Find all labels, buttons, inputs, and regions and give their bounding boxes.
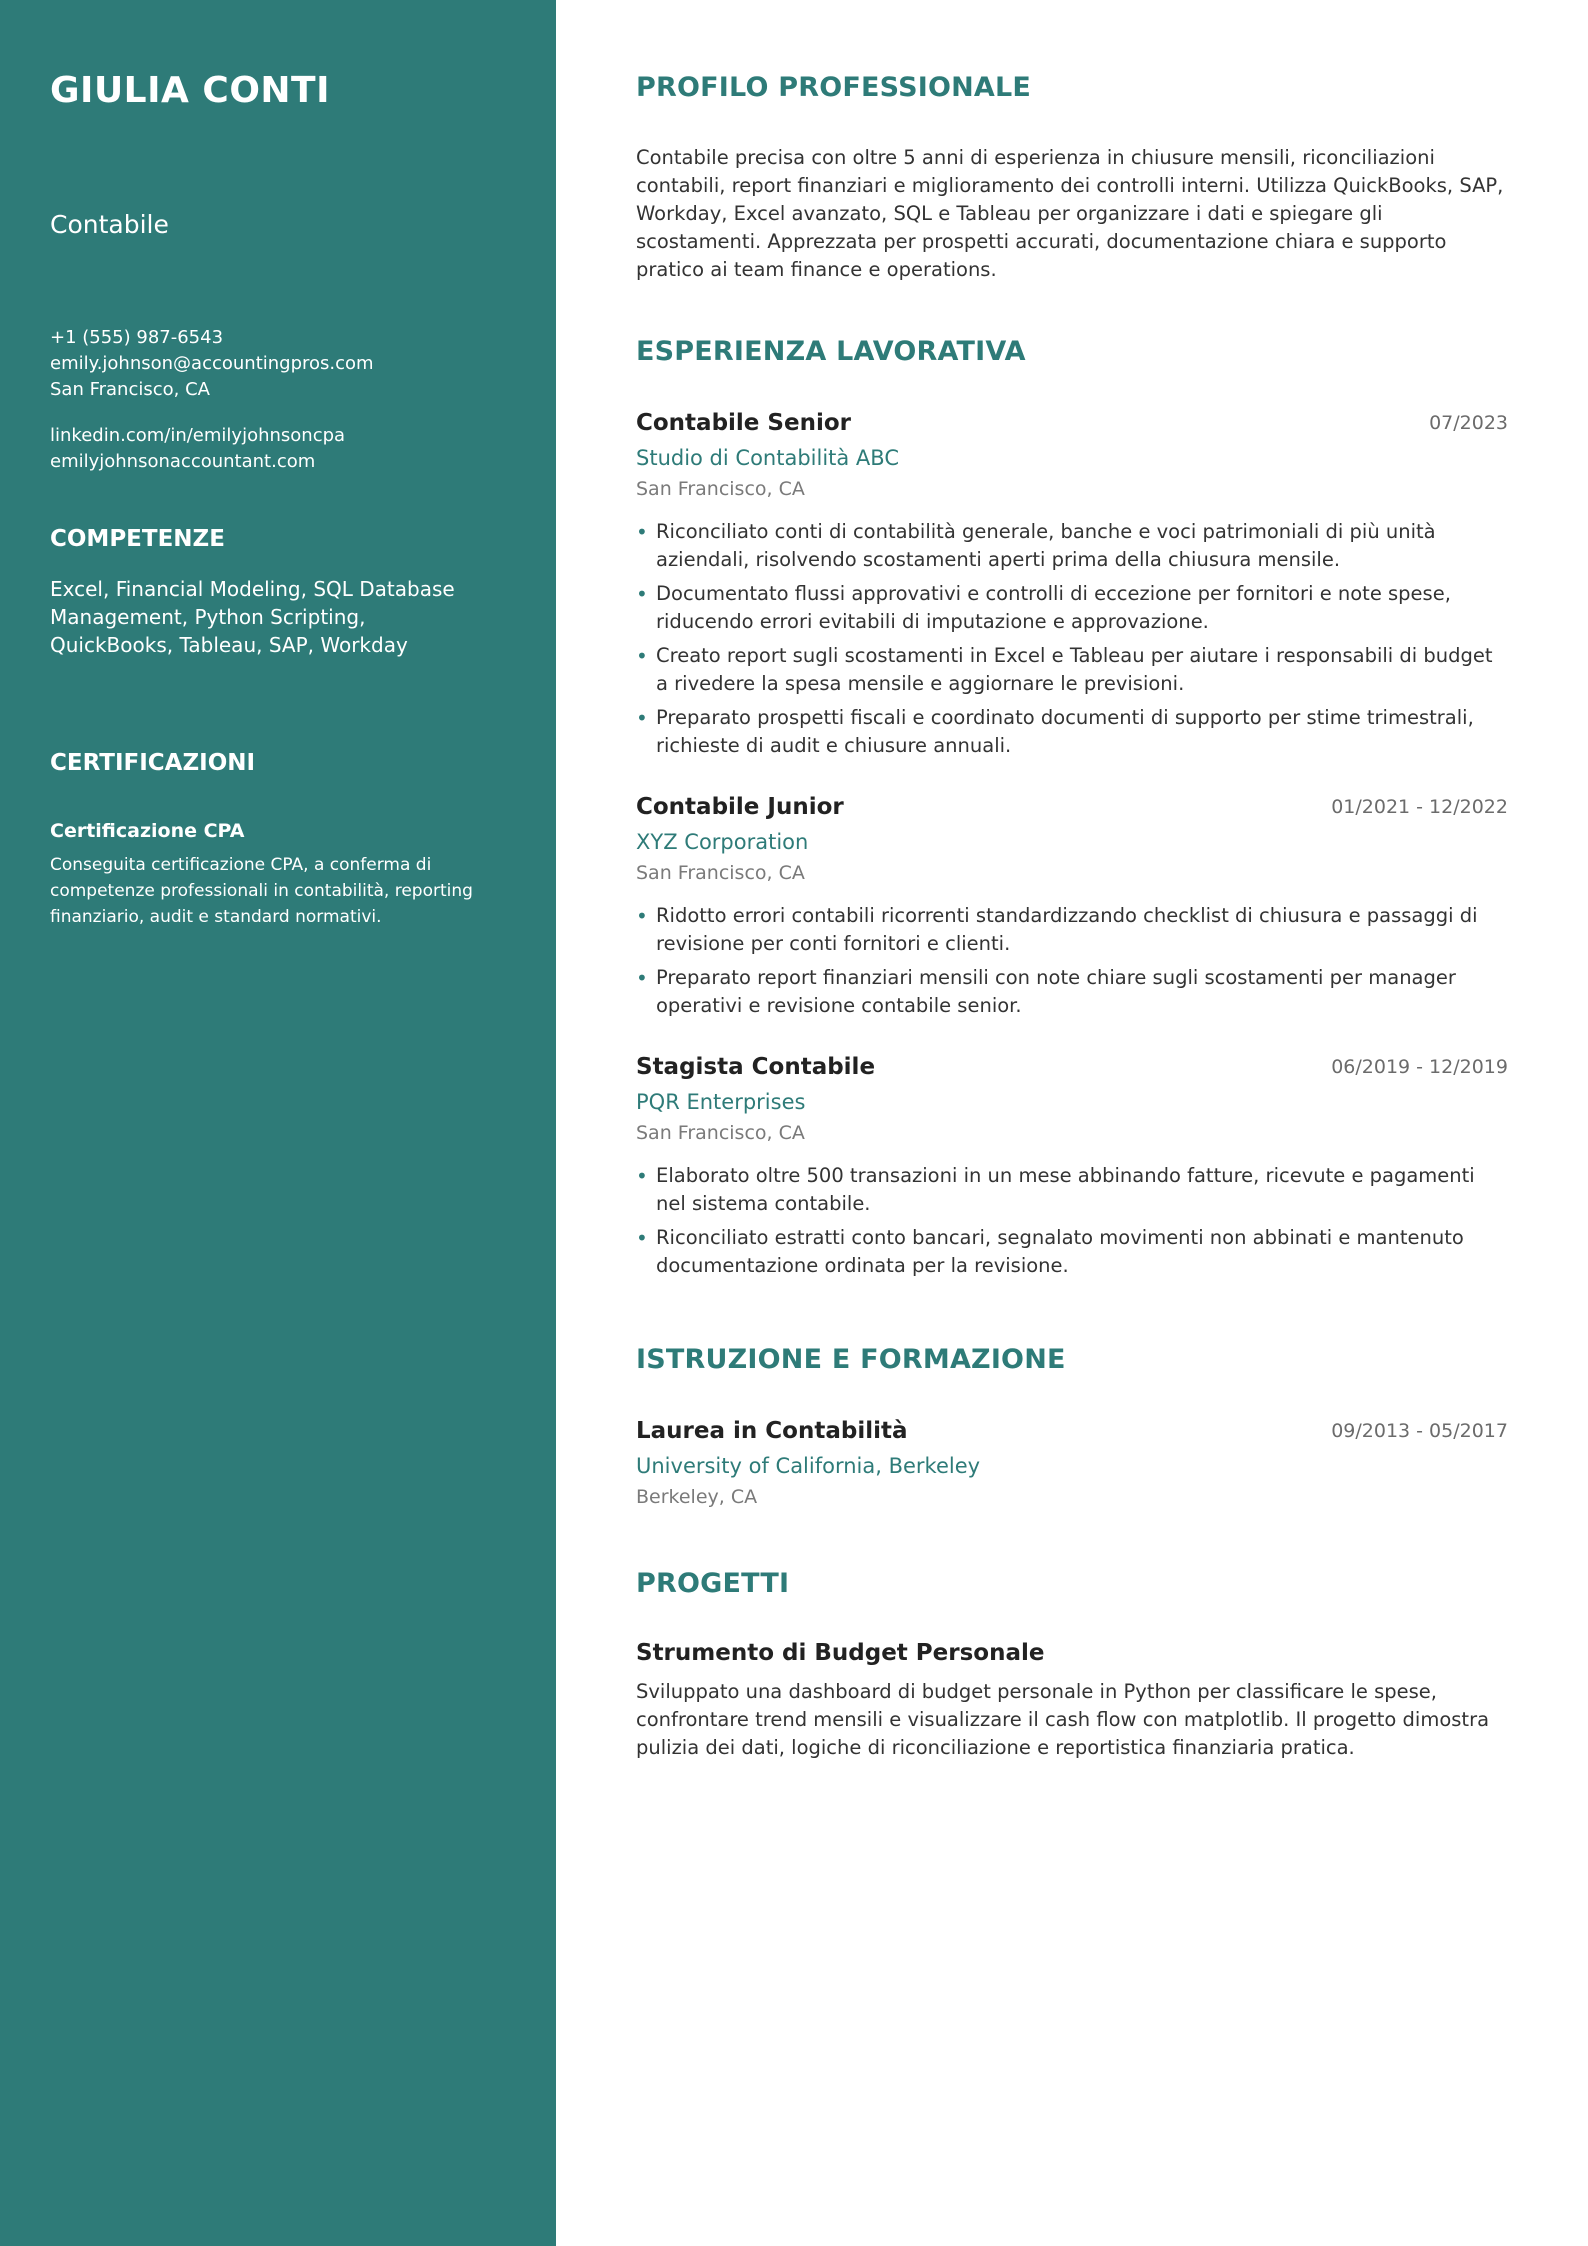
job-date: 01/2021 - 12/2022 [1331, 796, 1508, 818]
job-location: San Francisco, CA [636, 862, 805, 884]
sidebar [0, 0, 556, 2246]
skills-heading: COMPETENZE [50, 526, 225, 552]
job-company: PQR Enterprises [636, 1090, 806, 1114]
bullet-text: Preparato prospetti fiscali e coordinato documenti di supporto per stime trimestrali, richieste di audit e chiusure annuali. [656, 706, 1474, 757]
bullet-dot-icon: • [636, 966, 648, 990]
bullet-dot-icon: • [636, 582, 648, 606]
job-title: Contabile Junior [636, 794, 844, 820]
location-text: San Francisco, CA [50, 379, 210, 400]
school-name: University of California, Berkeley [636, 1454, 981, 1478]
bullet-text: Riconciliato conti di contabilità generale, banche e voci patrimoniali di più unità aziendali, risolvendo scostamenti aperti prima della chiusura mensile. [656, 520, 1436, 571]
bullet-text: Ridotto errori contabili ricorrenti standardizzando checklist di chiusura e passaggi di revisione per conti fornitori e clienti. [656, 904, 1478, 955]
job-entry-intern [636, 1054, 1508, 1286]
job-bullets [636, 518, 1508, 760]
contact-gap [50, 403, 374, 423]
bullet-item [636, 580, 1508, 636]
bullet-dot-icon: • [636, 904, 648, 928]
skills-list: Excel, Financial Modeling, SQL Database Management, Python Scripting, QuickBooks, Tableau, SAP, Workday [50, 577, 455, 657]
job-bullets [636, 1162, 1508, 1280]
profile-heading: PROFILO PROFESSIONALE [636, 72, 1032, 103]
bullet-dot-icon: • [636, 644, 648, 668]
job-company: XYZ Corporation [636, 830, 809, 854]
cert-title: Certificazione CPA [50, 820, 245, 842]
contact-block [50, 325, 374, 475]
bullet-item [636, 1162, 1508, 1218]
bullet-dot-icon: • [636, 1164, 648, 1188]
website-link[interactable]: emilyjohnsonaccountant.com [50, 451, 316, 472]
bullet-text: Creato report sugli scostamenti in Excel e Tableau per aiutare i responsabili di budget a rivedere la spesa mensile e aggiornare le previsioni. [656, 644, 1493, 695]
job-date: 06/2019 - 12/2019 [1331, 1056, 1508, 1078]
bullet-item [636, 518, 1508, 574]
bullet-dot-icon: • [636, 520, 648, 544]
phone-text[interactable]: +1 (555) 987-6543 [50, 327, 224, 348]
bullet-text: Riconciliato estratti conto bancari, segnalato movimenti non abbinati e mantenuto documentazione ordinata per la revisione. [656, 1226, 1464, 1277]
education-heading: ISTRUZIONE E FORMAZIONE [636, 1344, 1066, 1375]
bullet-item [636, 964, 1508, 1020]
education-entry [636, 1418, 1508, 1508]
bullet-item [636, 704, 1508, 760]
job-entry-senior [636, 410, 1508, 766]
bullet-dot-icon: • [636, 1226, 648, 1250]
project-title: Strumento di Budget Personale [636, 1640, 1045, 1666]
cert-description: Conseguita certificazione CPA, a conferma di competenze professionali in contabilità, reporting finanziario, audit e standard normativi. [50, 855, 473, 927]
candidate-name: GIULIA CONTI [50, 70, 331, 111]
bullet-item [636, 642, 1508, 698]
job-location: San Francisco, CA [636, 1122, 805, 1144]
job-date: 07/2023 [1429, 412, 1508, 434]
bullet-text: Elaborato oltre 500 transazioni in un mese abbinando fatture, ricevute e pagamenti nel sistema contabile. [656, 1164, 1475, 1215]
certifications-heading: CERTIFICAZIONI [50, 750, 256, 776]
degree-title: Laurea in Contabilità [636, 1418, 908, 1444]
experience-heading: ESPERIENZA LAVORATIVA [636, 336, 1026, 367]
school-location: Berkeley, CA [636, 1486, 758, 1508]
job-entry-junior [636, 794, 1508, 1026]
education-date: 09/2013 - 05/2017 [1331, 1420, 1508, 1442]
bullet-text: Preparato report finanziari mensili con note chiare sugli scostamenti per manager operativi e revisione contabile senior. [656, 966, 1456, 1017]
job-company: Studio di Contabilità ABC [636, 446, 900, 470]
bullet-dot-icon: • [636, 706, 648, 730]
bullet-item [636, 1224, 1508, 1280]
profile-text: Contabile precisa con oltre 5 anni di esperienza in chiusure mensili, riconciliazioni contabili, report finanziari e miglioramento dei controlli interni. Utilizza QuickBooks, SAP, Workday, Excel avanzato, SQL e Tableau per organizzare i dati e spiegare gli scostamenti. Apprezzata per prospetti accurati, documentazione chiara e supporto pratico ai team finance e operations. [636, 146, 1504, 281]
projects-heading: PROGETTI [636, 1568, 790, 1599]
job-location: San Francisco, CA [636, 478, 805, 500]
linkedin-link[interactable]: linkedin.com/in/emilyjohnsoncpa [50, 425, 346, 446]
job-title: Stagista Contabile [636, 1054, 876, 1080]
bullet-item [636, 902, 1508, 958]
candidate-role: Contabile [50, 210, 169, 239]
job-title: Contabile Senior [636, 410, 851, 436]
email-link[interactable]: emily.johnson@accountingpros.com [50, 353, 374, 374]
bullet-text: Documentato flussi approvativi e controlli di eccezione per fornitori e note spese, riducendo errori evitabili di imputazione e approvazione. [656, 582, 1451, 633]
project-text: Sviluppato una dashboard di budget personale in Python per classificare le spese, confrontare trend mensili e visualizzare il cash flow con matplotlib. Il progetto dimostra pulizia dei dati, logiche di riconciliazione e reportistica finanziaria pratica. [636, 1680, 1490, 1759]
job-bullets [636, 902, 1508, 1020]
